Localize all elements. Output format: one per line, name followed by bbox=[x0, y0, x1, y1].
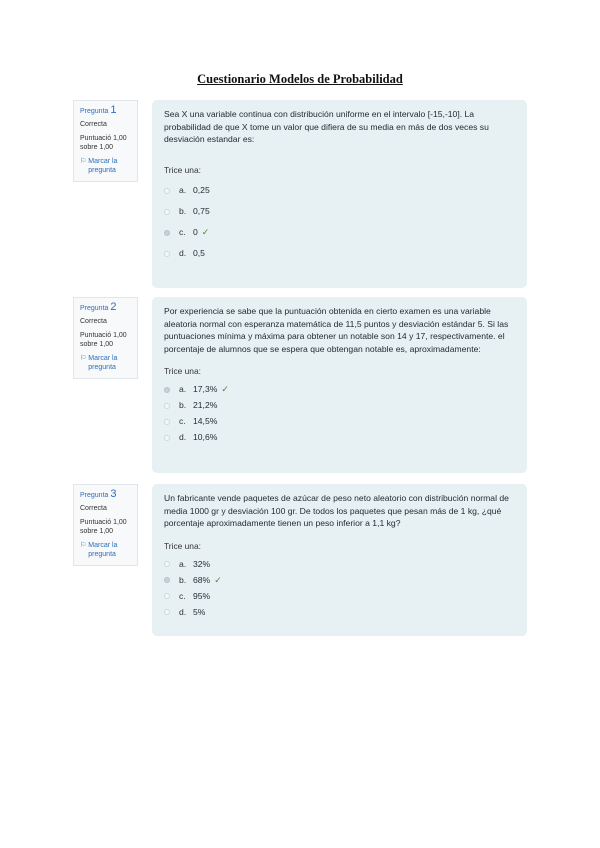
answer-option-d[interactable] bbox=[164, 604, 515, 620]
option-value: 95% bbox=[193, 590, 211, 601]
question-label: Pregunta bbox=[80, 305, 109, 312]
flag-icon: ⚐ bbox=[80, 158, 87, 165]
option-value: 68% bbox=[193, 574, 211, 585]
answer-option-a[interactable] bbox=[164, 556, 515, 572]
radio-button[interactable] bbox=[164, 251, 170, 257]
answer-option-c[interactable] bbox=[164, 414, 515, 430]
question-grade: Puntuació 1,00 sobre 1,00 bbox=[80, 332, 127, 348]
flag-question-link[interactable] bbox=[80, 157, 132, 175]
option-value: 0,5 bbox=[193, 248, 205, 259]
radio-button[interactable] bbox=[164, 561, 170, 567]
answer-option-c[interactable] bbox=[164, 222, 515, 243]
page-title: Cuestionario Modelos de Probabilidad bbox=[197, 72, 403, 86]
question-state: Correcta bbox=[80, 121, 107, 128]
option-value: 0,25 bbox=[193, 185, 210, 196]
answer-option-d[interactable] bbox=[164, 243, 515, 264]
radio-button-selected[interactable] bbox=[164, 577, 170, 583]
radio-button[interactable] bbox=[164, 209, 170, 215]
radio-button[interactable] bbox=[164, 403, 170, 409]
answer-option-c[interactable] bbox=[164, 588, 515, 604]
option-value: 0,75 bbox=[193, 206, 210, 217]
question-label: Pregunta bbox=[80, 108, 109, 115]
answer-option-b[interactable] bbox=[164, 398, 515, 414]
answer-option-b[interactable] bbox=[164, 572, 515, 588]
question-text: Un fabricante vende paquetes de azúcar de peso neto aleatorio con distribución normal de media 1000 gr y desviación 100 gr. De todos los paquetes que pesan más de 1 kg, ¿qué porcentaje aproximadamente tienen un peso inferior a 1,1 kg? bbox=[164, 493, 509, 528]
option-letter: c. bbox=[179, 590, 186, 601]
option-letter: b. bbox=[179, 574, 187, 585]
check-icon: ✓ bbox=[214, 574, 222, 585]
radio-button-selected[interactable] bbox=[164, 230, 170, 236]
answer-option-a[interactable] bbox=[164, 180, 515, 201]
radio-button-selected[interactable] bbox=[164, 387, 170, 393]
option-letter: a. bbox=[179, 558, 187, 569]
question-text: Sea X una variable continua con distribución uniforme en el intervalo [-15,-10]. La probabilidad de que X tome un valor que difiera de su media en más de dos veces su desviación estandar es: bbox=[164, 109, 489, 144]
question-text: Por experiencia se sabe que la puntuación obtenida en cierto examen es una variable aleatoria normal con esperanza matemática de 11,5 puntos y desviación estándar 5. Si las puntuaciones mínima y máxima para obtener un notable son 14 y 17, respectivamente. el porcentaje de alumnos que se espera que obtengan notable es, aproximadamente: bbox=[164, 306, 509, 354]
option-value: 14,5% bbox=[193, 416, 218, 427]
answer-prompt: Trice una: bbox=[164, 366, 201, 376]
answer-prompt: Trice una: bbox=[164, 164, 201, 175]
option-value: 10,6% bbox=[193, 432, 218, 443]
check-icon: ✓ bbox=[221, 384, 229, 395]
question-content-3 bbox=[152, 484, 527, 636]
question-number: 1 bbox=[110, 104, 117, 116]
option-value: 21,2% bbox=[193, 400, 218, 411]
question-state: Correcta bbox=[80, 505, 107, 512]
answer-option-d[interactable] bbox=[164, 430, 515, 446]
question-grade: Puntuació 1,00 sobre 1,00 bbox=[80, 519, 127, 535]
option-letter: a. bbox=[179, 185, 187, 196]
flag-question-label: Marcar la pregunta bbox=[88, 542, 118, 558]
flag-question-label: Marcar la pregunta bbox=[88, 158, 118, 174]
option-letter: c. bbox=[179, 416, 186, 427]
flag-icon: ⚐ bbox=[80, 542, 87, 549]
radio-button[interactable] bbox=[164, 188, 170, 194]
question-content-2 bbox=[152, 297, 527, 473]
flag-question-link[interactable] bbox=[80, 541, 132, 559]
question-number: 3 bbox=[110, 488, 117, 500]
radio-button[interactable] bbox=[164, 419, 170, 425]
option-letter: a. bbox=[179, 384, 187, 395]
option-value: 17,3% bbox=[193, 384, 218, 395]
question-grade: Puntuació 1,00 sobre 1,00 bbox=[80, 135, 127, 151]
question-info-3 bbox=[73, 484, 138, 566]
answer-option-a[interactable] bbox=[164, 382, 515, 398]
answer-option-b[interactable] bbox=[164, 201, 515, 222]
radio-button[interactable] bbox=[164, 435, 170, 441]
radio-button[interactable] bbox=[164, 609, 170, 615]
option-letter: d. bbox=[179, 606, 187, 617]
question-label: Pregunta bbox=[80, 492, 109, 499]
option-value: 5% bbox=[193, 606, 206, 617]
answer-prompt: Trice una: bbox=[164, 540, 201, 551]
question-info-1 bbox=[73, 100, 138, 182]
question-state: Correcta bbox=[80, 318, 107, 325]
question-info-2 bbox=[73, 297, 138, 379]
option-letter: d. bbox=[179, 432, 187, 443]
option-value: 32% bbox=[193, 558, 211, 569]
flag-icon: ⚐ bbox=[80, 355, 87, 362]
option-letter: c. bbox=[179, 227, 186, 238]
flag-question-link[interactable] bbox=[80, 354, 132, 372]
option-letter: b. bbox=[179, 206, 187, 217]
option-letter: d. bbox=[179, 248, 187, 259]
option-letter: b. bbox=[179, 400, 187, 411]
flag-question-label: Marcar la pregunta bbox=[88, 355, 118, 371]
check-icon: ✓ bbox=[201, 227, 210, 238]
question-content-1 bbox=[152, 100, 527, 288]
question-number: 2 bbox=[110, 301, 117, 313]
option-value: 0 bbox=[193, 227, 198, 238]
radio-button[interactable] bbox=[164, 593, 170, 599]
